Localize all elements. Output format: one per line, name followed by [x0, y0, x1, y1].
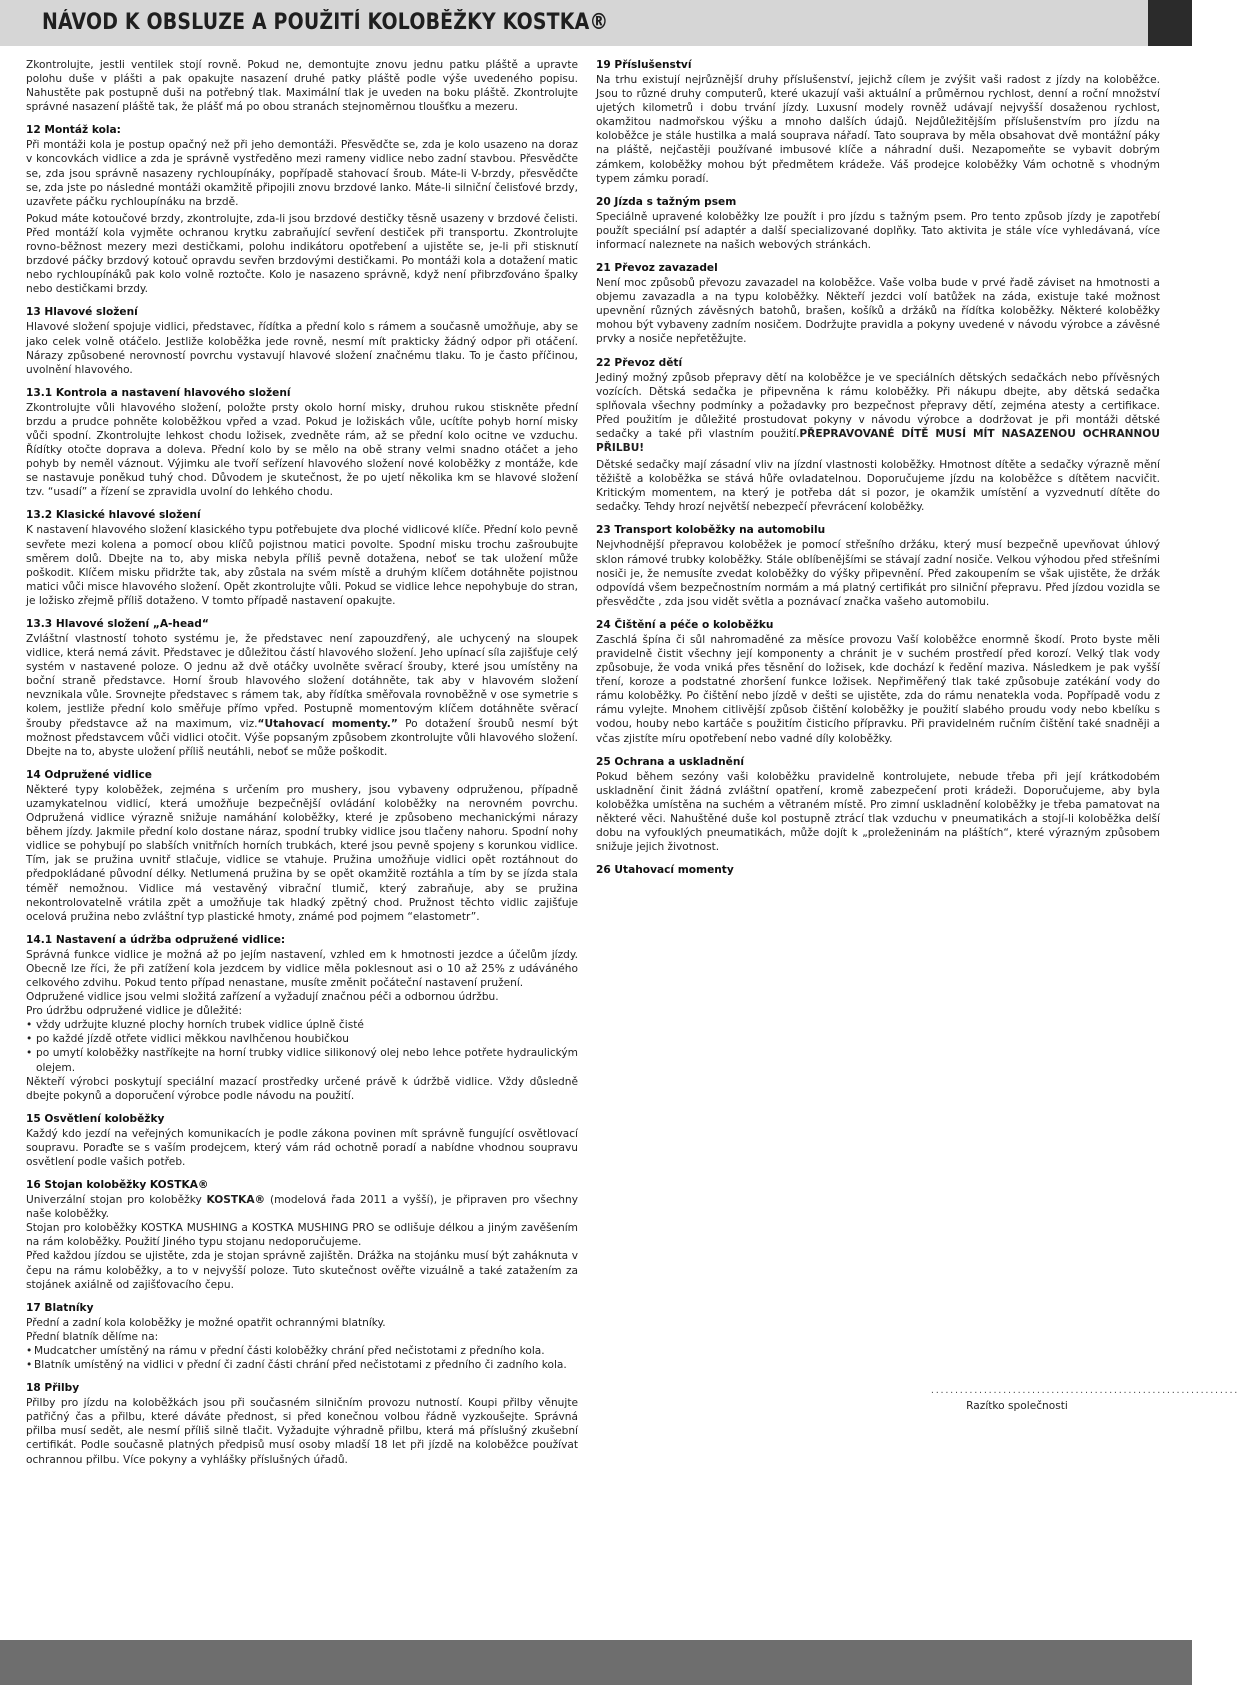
section-14-1-paragraph-2: Odpružené vidlice jsou velmi složitá zařízení a vyžadují značnou péči a odbornou údržbu.: [26, 991, 499, 1004]
fork-maintenance-list: [26, 1018, 578, 1074]
section-13-title: 13 Hlavové složení: [26, 306, 138, 319]
section-22-text-a: Jediný možný způsob přepravy dětí na koloběžce je ve speciálních dětských sedačkách nebo přívěsných vozících. Dětská sedačka je připevněna k rámu koloběžky. Při nákupu dbejte, aby dětská sedačka splňovala všechny podmínky a požadavky pro bezpečnost přepravy dětí, zejména atesty a certifikace. Před použitím je důležité prostudovat pokyny v návodu výrobce a dodržovat je při montáži dětské sedačky a také při vlastním použití.: [596, 371, 1160, 440]
section-14-1-title: 14.1 Nastavení a údržba odpružené vidlice:: [26, 933, 286, 946]
right-column: [596, 58, 1160, 878]
section-15-title: 15 Osvětlení koloběžky: [26, 1112, 165, 1125]
section-12-paragraph-2: Pokud máte kotoučové brzdy, zkontrolujte, zda-li jsou brzdové destičky těsně usazeny v brzdové čelisti. Před montáží kola vyjměte ochranou krytku zabraňující sevření destiček při transportu. Zkontrolujte rovno-běžnost mezery mezi destičkami, polohu indikátoru opotřebení a ujistěte se, je-li při stisknutí brzdové páčky brzdový kotouč opravdu sevřen brzdovými destičkami. Po montáži kola a dotažení matic nebo rychloupínáků pak kolo volně roztočte. Kolo je nasazeno správně, když není přibrzďováno špalky nebo destičkami brzdy.: [26, 212, 578, 296]
section-22-paragraph-2: Dětské sedačky mají zásadní vliv na jízdní vlastnosti koloběžky. Hmotnost dítěte a sedačky výrazně mění těžiště a koloběžka se stává hůře ovladatelnou. Doporučujeme jízdu na koloběžce s dítětem nacvičit. Kritickým momentem, na který je potřeba dát si pozor, je okamžik umístění a vyzvednutí dítěte do sedačky. Tehdy hrozí největší nebezpečí převrácení koloběžky.: [596, 459, 1160, 514]
section-13-paragraph: Hlavové složení spojuje vidlici, představec, řídítka a přední kolo s rámem a současně umožňuje, aby se jako celek volně otáčelo. Jestliže koloběžka jede rovně, nesmí mít prakticky žádný odpor při otáčení. Nárazy způsobené nerovností povrchu vystavují hlavové složení značnému tlaku. To je často příčinou, uvolnění hlavového.: [26, 321, 578, 376]
section-13-3-text-b: Po dotažení šroubů nesmí být možnost představcem vůči vidlici otočit. Výše popsaným způsobem zkontrolujte vůli hlavového složení. Dbejte na to, abyste uložení příliš neutáhli, neboť se může poškodit.: [26, 717, 578, 758]
section-21-title: 21 Převoz zavazadel: [596, 262, 718, 275]
section-25-title: 25 Ochrana a uskladnění: [596, 755, 745, 768]
brand-name: KOSTKA®: [206, 1194, 266, 1207]
intro-paragraph: Zkontrolujte, jestli ventilek stojí rovně. Pokud ne, demontujte znovu jednu patku pláště a upravte polohu duše v plášti a pak opakujte nasazení druhé patky pláště podle výše uvedeného popisu. Nahustěte pak postupně duši na potřebný tlak. Maximální tlak je uveden na boku pláště. Zkontrolujte správné nasazení pláště tak, že plášť má po obou stranách stejnoměrnou tloušťku a mezeru.: [26, 59, 578, 114]
section-20-title: 20 Jízda s tažným psem: [596, 195, 737, 208]
section-13-3-title: 13.3 Hlavové složení „A-head“: [26, 618, 209, 630]
company-stamp-area: [930, 1386, 1238, 1412]
section-14-paragraph: Některé typy koloběžek, zejména s určením pro mushery, jsou vybaveny odpruženou, případně uzamykatelnou vidlicí, která umožňuje bezpečnější ovládání koloběžky na nerovném povrchu. Odpružená vidlice výrazně snižuje namáhání koloběžky, které je způsobeno mechanickými nárazy během jízdy. Jakmile přední kolo dostane náraz, spodní trubky vidlice jsou tlačeny nahoru. Spodní nohy vidlice se pohybují po slabších vnitřních horních trubkách, které jsou pevně spojeny s korunkou vidlice. Tím, jak se pružina uvnitř stlačuje, vidlice se vtahuje. Pružina umožňuje vidlici opět roztáhnout do předpokládané původní délky. Netlumená pružina by se opět okamžitě roztáhla a tím by se jízda stala téměř nemožnou. Vidlice má vestavěný vibrační tlumič, který zabraňuje, aby se pružina nekontrolovatelně vrátila zpět a umožňuje tak hladký zpětný chod. Pružnost těchto vidlic zajišťuje ocelová pružina nebo zvláštní typ plastické hmoty, známé pod pojmem “elastometr”.: [26, 783, 578, 923]
fender-list: [26, 1344, 578, 1372]
section-12-paragraph-1: Při montáži kola je postup opačný než při jeho demontáži. Přesvědčte se, zda je kolo usazeno na doraz v koncovkách vidlice a zda je správně vystředěno mezi rameny vidlice nebo zadní stavbou. Přesvědčte se, zda jsou správně nasazeny rychloupínáky, popřípadě stahovací šroub. Máte-li V-brzdy, přesvědčte se, zda jste po následné montáži okamžitě připojili znovu brzdové lanko. Máte-li silniční čelisťové brzdy, uzavřete páčku rychloupínáku na brzdě.: [26, 139, 578, 208]
section-16-paragraph-1: [26, 1193, 578, 1221]
left-column: [26, 58, 578, 1470]
list-item: • po každé jízdě otřete vidlici měkkou navlhčenou houbičkou: [26, 1032, 578, 1046]
section-18-title: 18 Přilby: [26, 1382, 80, 1395]
page-header: [0, 0, 1192, 46]
section-23-paragraph: Nejvhodnější přepravou koloběžek je pomocí střešního držáku, který musí bezpečně upevňovat úhlový sklon rámové trubky koloběžky. Stále oblíbenějšími se stávají zadní nosiče. Velkou výhodou před střešními nosiči je, že nemusíte zvedat koloběžky do výšky připevnění. Před zakoupením se však ujistěte, že držák odpovídá všem bezpečnostním normám a má platný certifikát pro silniční přepravu. Před jízdou vozidla se přesvědčte , zda jsou vidět světla a poznávací značka vašeho automobilu.: [596, 539, 1160, 608]
list-item: • Mudcatcher umístěný na rámu v přední části koloběžky chrání před nečistotami z předního kola.: [26, 1344, 578, 1358]
section-25-paragraph: Pokud během sezóny vaši koloběžku pravidelně kontrolujete, nebude třeba při její krátkodobém uskladnění činit žádná zvláštní opatření, kromě zabezpečení proti krádeži. Doporučujeme, aby byla koloběžka umístěna na suchém a větraném místě. Pro zimní uskladnění koloběžky je třeba pamatovat na některé věci. Nahuštěné duše kol postupně ztrácí tlak vzduchu v pneumatikách a stojí-li koloběžka delší dobu na vyfouklých pneumatikách, může dojít k „proleženinám na pláštích“, které výrazným způsobem snižuje jejich životnost.: [596, 770, 1160, 854]
document-title: NÁVOD K OBSLUZE A POUŽITÍ KOLOBĚŽKY KOSTKA®: [42, 10, 609, 35]
section-18-paragraph: Přilby pro jízdu na koloběžkách jsou při současném silničním provozu nutností. Koupi přilby věnujte patřičný čas a přilbu, které dáváte přednost, si před konečnou volbou řádně vyzkoušejte. Správná přilba musí sedět, ale nesmí příliš silně tlačit. Vyžadujte výhradně přilbu, která má příslušný zkušební certifikát. Podle současně platných předpisů musí osoby mladší 18 let při jízdě na koloběžce používat ochrannou přilbu. Více pokyny a vyhlášky příslušných úřadů.: [26, 1397, 578, 1466]
section-14-1-paragraph-3: Pro údržbu odpružené vidlice je důležité:: [26, 1005, 243, 1018]
section-17-paragraph-1: Přední a zadní kola koloběžky je možné opatřit ochrannými blatníky.: [26, 1316, 386, 1329]
page-footer-bar: [0, 1640, 1192, 1685]
section-17-paragraph-2: Přední blatník dělíme na:: [26, 1330, 159, 1343]
stamp-label: Razítko společnosti: [966, 1400, 1068, 1412]
section-20-paragraph: Speciálně upravené koloběžky lze použít i pro jízdu s tažným psem. Pro tento způsob jízdy je zapotřebí použít speciální psí adaptér a další specializované doplňky. Tato aktivita je stále více vyhledávaná, více informací naleznete na našich webových stránkách.: [596, 210, 1160, 251]
stamp-dotted-line: ................................................................: [930, 1386, 1238, 1395]
section-19-title: 19 Příslušenství: [596, 59, 692, 71]
helmet-warning: PŘEPRAVOVANÉ DÍTĚ MUSÍ MÍT NASAZENOU OCHRANNOU PŘILBU!: [596, 427, 1160, 454]
section-19-paragraph: Na trhu existují nejrůznější druhy příslušenství, jejichž cílem je zvýšit vaši radost z jízdy na koloběžce. Jsou to různé druhy computerů, které ukazují vaši aktuální a průměrnou rychlost, denní a roční množství ujetých kilometrů i dobu trvání jízdy. Luxusní modely rovněž udávají nejvyšší dosaženou rychlost, okamžitou nadmořskou výšku a mnoho dalších údajů. Nejdůležitějším příslušenstvím pro jízdu na koloběžce je stále hustilka a malá souprava nářadí. Tato souprava by měla obsahovat dvě montážní páky na pláště, nejčastěji používané imbusové klíče a náhradní duši. Nezapomeňte se vybavit dobrým zámkem, koloběžky mohou být předmětem krádeže. Váš prodejce koloběžky Vám ochotně s vhodným typem zámku poradí.: [596, 74, 1160, 185]
section-22-title: 22 Převoz dětí: [596, 356, 683, 369]
section-26-title: 26 Utahovací momenty: [596, 864, 734, 877]
section-13-3-text-a: Zvláštní vlastností tohoto systému je, že představec není zapouzdřený, ale uchycený na sloupek vidlice, která nemá závit. Představec je důležitou částí hlavového složení. Jeho upínací síla zajišťuje celý systém v nastavené poloze. O jednu až dvě otáčky uvolněte svěrací šrouby, které jsou umístěny na boční straně představce. Horní šroub hlavového složení dotáhněte, tak aby v hlavovém složení nevznikala vůle. Srovnejte představec s rámem tak, aby řídítka směřovala rovnoběžně v ose symetrie s kolem, jestliže přední kolo směřuje přímo vpřed. Postupně momentovým klíčem dotáhněte svěrací šrouby představce až na maximum, viz.: [26, 633, 579, 730]
section-14-1-paragraph-4: Někteří výrobci poskytují speciální mazací prostředky určené právě k údržbě vidlice. Vždy důsledně dbejte pokynů a doporučení výrobce podle návodu na použití.: [26, 1075, 578, 1102]
list-item: • vždy udržujte kluzné plochy horních trubek vidlice úplně čisté: [26, 1018, 578, 1032]
section-16-paragraph-3: Před každou jízdou se ujistěte, zda je stojan správně zajištěn. Drážka na stojánku musí být zaháknuta v čepu na rámu koloběžky, a to v nejvyšší poloze. Tuto skutečnost ověřte vizuálně a také zatažením za stojánek axiálně od zajišťovacího čepu.: [26, 1250, 578, 1291]
section-16-title: 16 Stojan koloběžky KOSTKA®: [26, 1179, 209, 1192]
section-15-paragraph: Každý kdo jezdí na veřejných komunikacích je podle zákona povinen mít správně fungující osvětlovací soupravu. Poraďte se s vaším prodejcem, který vám rád ochotně poradí a nabídne vhodnou soupravu osvětlení podle vašich potřeb.: [26, 1127, 578, 1168]
section-13-2-paragraph: K nastavení hlavového složení klasického typu potřebujete dva ploché vidlicové klíče. Přední kolo pevně sevřete mezi kolena a pomocí obou klíčů pojistnou matici povolte. Spodní misku trochu zašroubujte směrem dolů. Dbejte na to, aby miska nebyla příliš pevně dotažena, neboť se tak uložení může poškodit. Klíčem misku přidržte tak, aby zůstala na svém místě a druhým klíčem dotáhněte pojistnou matici vůči misce hlavového složení. Opět zkontrolujte vůli. Pokud se vidlice lehce nepohybuje do stran, je ložisko zřejmě příliš dotaženo. V tomto případě nastavení opakujte.: [26, 524, 578, 607]
section-13-1-title: 13.1 Kontrola a nastavení hlavového složení: [26, 386, 291, 399]
section-24-title: 24 Čištění a péče o koloběžku: [596, 618, 774, 631]
list-item: • po umytí koloběžky nastříkejte na horní trubky vidlice silikonový olej nebo lehce potřete hydraulickým olejem.: [26, 1046, 578, 1074]
section-16-text-a: Univerzální stojan pro koloběžky: [26, 1194, 207, 1207]
torque-reference: “Utahovací momenty.”: [257, 717, 398, 730]
section-14-1-paragraph-1: Správná funkce vidlice je možná až po jejím nastavení, vzhled em k hmotnosti jezdce a účelům jízdy. Obecně lze říci, že při zatížení kola jezdcem by vidlice měla poklesnout asi o 10 až 25% z udáváného celkového zdvihu. Pokud tento případ nenastane, musíte změnit počáteční nastavení pružení.: [26, 948, 578, 989]
section-22-paragraph-1: [596, 371, 1160, 456]
section-13-1-paragraph: Zkontrolujte vůli hlavového složení, položte prsty okolo horní misky, druhou rukou stiskněte přední brzdu a prudce pohněte koloběžkou vpřed a vzad. Pokud je ložiskách vůle, ucítíte pohyb horní misky vůči spodní. Zkontrolujte lehkost chodu ložisek, zvedněte rám, až se přední kolo ocitne ve vzduchu. Řídítky otočte doprava a doleva. Přední kolo by se mělo na obě strany velmi snadno otáčet a jeho pohyb by neměl váznout. Výjimku ale tvoří seřízení hlavového složení nové koloběžky z montáže, kde se nastavuje poněkud tuhý chod. Důvodem je skutečnost, že po ujetí několika km se hlavové složení tzv. “usadí” a řízení se zpravidla uvolní do lehkého chodu.: [26, 401, 578, 499]
section-14-title: 14 Odpružené vidlice: [26, 768, 152, 781]
section-12-title: 12 Montáž kola:: [26, 124, 121, 137]
section-13-2-title: 13.2 Klasické hlavové složení: [26, 509, 201, 522]
section-13-3-paragraph: [26, 632, 578, 759]
section-21-paragraph: Není moc způsobů převozu zavazadel na koloběžce. Vaše volba bude v prvé řadě záviset na hmotnosti a objemu zavazadla a na typu koloběžky. Někteří jezdci volí batůžek na záda, existuje také možnost upevnění různých závěsných batohů, brašen, košíků a držáků na řídítka koloběžky. Některé koloběžky mohou být vybaveny zadním nosičem. Dodržujte pravidla a pokyny uvedené v návodu výrobce a závěsné prvky a nosiče nepřetěžujte.: [596, 277, 1160, 346]
section-24-paragraph: Zaschlá špína či sůl nahromaděné za měsíce provozu Vaší koloběžce enormně škodí. Proto byste měli pravidelně čistit všechny její komponenty a chránit je v suchém prostředí před korozí. Velký tlak vody způsobuje, že voda vniká přes těsnění do ložisek, kde dochází k ředění maziva. Následkem je pak vyšší tření, koroze a podstatné zhoršení funkce ložisek. Nepřiměřený tlak také způsobuje zatékání vody do rámu koloběžky. Po čištění nebo jízdě v dešti se ujistěte, zda do rámu nenatekla voda. Popřípadě vodu z rámu vylejte. Mnohem citlivější způsob čištění koloběžky je použití slabého proudu vody nebo kbelíku s vodou, houby nebo kartáče s použitím čisticího přípravku. Při pravidelném ručním čištění také snadněji a včas zjistíte míru opotřebení nebo vadné díly koloběžky.: [596, 633, 1160, 745]
header-corner-block: [1148, 0, 1192, 46]
section-17-title: 17 Blatníky: [26, 1301, 94, 1314]
section-16-text-b: (modelová řada 2011 a vyšší), je připraven pro všechny naše koloběžky.: [26, 1194, 578, 1221]
section-16-paragraph-2: Stojan pro koloběžky KOSTKA MUSHING a KOSTKA MUSHING PRO se odlišuje délkou a jiným zavěšením na rám koloběžky. Použití Jiného typu stojanu nedoporučujeme.: [26, 1222, 578, 1249]
list-item: • Blatník umístěný na vidlici v přední či zadní části chrání před nečistotami z předního či zadního kola.: [26, 1358, 578, 1372]
section-23-title: 23 Transport koloběžky na automobilu: [596, 524, 826, 537]
